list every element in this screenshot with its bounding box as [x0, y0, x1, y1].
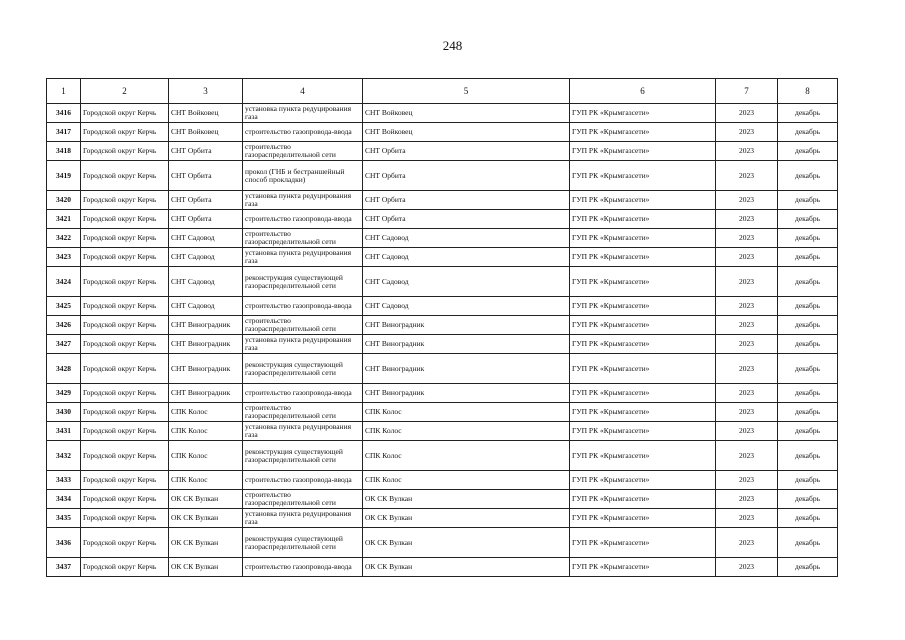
object-cell: СНТ Войковец: [363, 104, 570, 123]
year-cell: 2023: [716, 297, 778, 316]
year-cell: 2023: [716, 142, 778, 161]
year-cell: 2023: [716, 441, 778, 471]
work-type-cell: строительство газопровода-ввода: [243, 297, 363, 316]
settlement-cell: СПК Колос: [169, 403, 243, 422]
year-cell: 2023: [716, 335, 778, 354]
work-type-cell: установка пункта редуцирования газа: [243, 422, 363, 441]
row-number-cell: 3421: [47, 210, 81, 229]
table-row: [47, 490, 838, 509]
object-cell: СПК Колос: [363, 471, 570, 490]
row-number-cell: 3416: [47, 104, 81, 123]
month-cell: декабрь: [778, 490, 838, 509]
settlement-cell: ОК СК Вулкан: [169, 558, 243, 577]
month-cell: декабрь: [778, 123, 838, 142]
work-type-cell: строительство газораспределительной сети: [243, 490, 363, 509]
table-row: [47, 335, 838, 354]
organization-cell: ГУП РК «Крымгазсети»: [570, 403, 716, 422]
table-row: [47, 191, 838, 210]
settlement-cell: СНТ Войковец: [169, 123, 243, 142]
table-row: [47, 384, 838, 403]
month-cell: декабрь: [778, 229, 838, 248]
district-cell: Городской округ Керчь: [81, 316, 169, 335]
object-cell: СНТ Орбита: [363, 191, 570, 210]
district-cell: Городской округ Керчь: [81, 354, 169, 384]
district-cell: Городской округ Керчь: [81, 509, 169, 528]
settlement-cell: ОК СК Вулкан: [169, 509, 243, 528]
column-header: 1: [47, 79, 81, 104]
row-number-cell: 3432: [47, 441, 81, 471]
work-type-cell: реконструкция существующей газораспределительной сети: [243, 267, 363, 297]
year-cell: 2023: [716, 490, 778, 509]
row-number-cell: 3435: [47, 509, 81, 528]
organization-cell: ГУП РК «Крымгазсети»: [570, 142, 716, 161]
organization-cell: ГУП РК «Крымгазсети»: [570, 441, 716, 471]
year-cell: 2023: [716, 104, 778, 123]
organization-cell: ГУП РК «Крымгазсети»: [570, 191, 716, 210]
year-cell: 2023: [716, 229, 778, 248]
settlement-cell: СНТ Орбита: [169, 191, 243, 210]
year-cell: 2023: [716, 123, 778, 142]
month-cell: декабрь: [778, 267, 838, 297]
row-number-cell: 3420: [47, 191, 81, 210]
year-cell: 2023: [716, 267, 778, 297]
district-cell: Городской округ Керчь: [81, 335, 169, 354]
object-cell: СНТ Садовод: [363, 248, 570, 267]
month-cell: декабрь: [778, 422, 838, 441]
organization-cell: ГУП РК «Крымгазсети»: [570, 248, 716, 267]
work-type-cell: реконструкция существующей газораспределительной сети: [243, 528, 363, 558]
settlement-cell: СНТ Орбита: [169, 142, 243, 161]
month-cell: декабрь: [778, 471, 838, 490]
table-row: [47, 509, 838, 528]
object-cell: СНТ Виноградник: [363, 384, 570, 403]
organization-cell: ГУП РК «Крымгазсети»: [570, 384, 716, 403]
table-row: [47, 248, 838, 267]
year-cell: 2023: [716, 316, 778, 335]
district-cell: Городской округ Керчь: [81, 558, 169, 577]
organization-cell: ГУП РК «Крымгазсети»: [570, 528, 716, 558]
organization-cell: ГУП РК «Крымгазсети»: [570, 509, 716, 528]
district-cell: Городской округ Керчь: [81, 297, 169, 316]
settlement-cell: СНТ Виноградник: [169, 316, 243, 335]
column-header: 8: [778, 79, 838, 104]
object-cell: СНТ Виноградник: [363, 316, 570, 335]
work-type-cell: строительство газораспределительной сети: [243, 229, 363, 248]
month-cell: декабрь: [778, 104, 838, 123]
work-type-cell: строительство газопровода-ввода: [243, 471, 363, 490]
object-cell: ОК СК Вулкан: [363, 558, 570, 577]
district-cell: Городской округ Керчь: [81, 384, 169, 403]
work-type-cell: установка пункта редуцирования газа: [243, 335, 363, 354]
table-row: [47, 316, 838, 335]
year-cell: 2023: [716, 248, 778, 267]
column-header: 5: [363, 79, 570, 104]
month-cell: декабрь: [778, 558, 838, 577]
table-row: [47, 123, 838, 142]
settlement-cell: СНТ Садовод: [169, 267, 243, 297]
object-cell: СНТ Орбита: [363, 161, 570, 191]
settlement-cell: ОК СК Вулкан: [169, 490, 243, 509]
column-header: 3: [169, 79, 243, 104]
object-cell: СПК Колос: [363, 422, 570, 441]
object-cell: ОК СК Вулкан: [363, 528, 570, 558]
organization-cell: ГУП РК «Крымгазсети»: [570, 297, 716, 316]
district-cell: Городской округ Керчь: [81, 142, 169, 161]
table-row: [47, 528, 838, 558]
object-cell: СПК Колос: [363, 403, 570, 422]
row-number-cell: 3419: [47, 161, 81, 191]
row-number-cell: 3418: [47, 142, 81, 161]
settlement-cell: ОК СК Вулкан: [169, 528, 243, 558]
year-cell: 2023: [716, 528, 778, 558]
work-type-cell: прокол (ГНБ и бестраншейный способ прокладки): [243, 161, 363, 191]
row-number-cell: 3427: [47, 335, 81, 354]
month-cell: декабрь: [778, 528, 838, 558]
settlement-cell: СНТ Садовод: [169, 297, 243, 316]
organization-cell: ГУП РК «Крымгазсети»: [570, 354, 716, 384]
work-type-cell: установка пункта редуцирования газа: [243, 509, 363, 528]
month-cell: декабрь: [778, 509, 838, 528]
settlement-cell: СНТ Виноградник: [169, 354, 243, 384]
table-row: [47, 422, 838, 441]
district-cell: Городской округ Керчь: [81, 123, 169, 142]
year-cell: 2023: [716, 403, 778, 422]
settlement-cell: СНТ Виноградник: [169, 335, 243, 354]
district-cell: Городской округ Керчь: [81, 422, 169, 441]
table-row: [47, 403, 838, 422]
row-number-cell: 3423: [47, 248, 81, 267]
month-cell: декабрь: [778, 441, 838, 471]
row-number-cell: 3426: [47, 316, 81, 335]
organization-cell: ГУП РК «Крымгазсети»: [570, 316, 716, 335]
month-cell: декабрь: [778, 191, 838, 210]
object-cell: ОК СК Вулкан: [363, 490, 570, 509]
settlement-cell: СПК Колос: [169, 422, 243, 441]
month-cell: декабрь: [778, 354, 838, 384]
row-number-cell: 3417: [47, 123, 81, 142]
organization-cell: ГУП РК «Крымгазсети»: [570, 161, 716, 191]
table-row: [47, 161, 838, 191]
object-cell: ОК СК Вулкан: [363, 509, 570, 528]
year-cell: 2023: [716, 210, 778, 229]
row-number-cell: 3434: [47, 490, 81, 509]
district-cell: Городской округ Керчь: [81, 490, 169, 509]
table-row: [47, 229, 838, 248]
object-cell: СНТ Виноградник: [363, 354, 570, 384]
table-row: [47, 354, 838, 384]
month-cell: декабрь: [778, 161, 838, 191]
year-cell: 2023: [716, 422, 778, 441]
object-cell: СНТ Виноградник: [363, 335, 570, 354]
settlement-cell: СНТ Садовод: [169, 229, 243, 248]
district-cell: Городской округ Керчь: [81, 528, 169, 558]
year-cell: 2023: [716, 558, 778, 577]
year-cell: 2023: [716, 509, 778, 528]
table-row: [47, 558, 838, 577]
work-type-cell: строительство газопровода-ввода: [243, 384, 363, 403]
table-row: [47, 104, 838, 123]
year-cell: 2023: [716, 354, 778, 384]
table-row: [47, 210, 838, 229]
column-header: 4: [243, 79, 363, 104]
row-number-cell: 3428: [47, 354, 81, 384]
object-cell: СНТ Садовод: [363, 229, 570, 248]
district-cell: Городской округ Керчь: [81, 471, 169, 490]
object-cell: СНТ Садовод: [363, 267, 570, 297]
settlement-cell: СНТ Садовод: [169, 248, 243, 267]
object-cell: СНТ Войковец: [363, 123, 570, 142]
year-cell: 2023: [716, 161, 778, 191]
district-cell: Городской округ Керчь: [81, 403, 169, 422]
district-cell: Городской округ Керчь: [81, 229, 169, 248]
object-cell: СНТ Садовод: [363, 297, 570, 316]
work-type-cell: строительство газораспределительной сети: [243, 142, 363, 161]
district-cell: Городской округ Керчь: [81, 104, 169, 123]
month-cell: декабрь: [778, 297, 838, 316]
work-type-cell: строительство газораспределительной сети: [243, 316, 363, 335]
work-type-cell: реконструкция существующей газораспределительной сети: [243, 441, 363, 471]
year-cell: 2023: [716, 191, 778, 210]
district-cell: Городской округ Керчь: [81, 161, 169, 191]
organization-cell: ГУП РК «Крымгазсети»: [570, 267, 716, 297]
district-cell: Городской округ Керчь: [81, 248, 169, 267]
row-number-cell: 3431: [47, 422, 81, 441]
work-type-cell: установка пункта редуцирования газа: [243, 248, 363, 267]
row-number-cell: 3436: [47, 528, 81, 558]
month-cell: декабрь: [778, 210, 838, 229]
settlement-cell: СНТ Войковец: [169, 104, 243, 123]
column-header: 6: [570, 79, 716, 104]
column-header: 7: [716, 79, 778, 104]
district-cell: Городской округ Керчь: [81, 441, 169, 471]
district-cell: Городской округ Керчь: [81, 191, 169, 210]
month-cell: декабрь: [778, 403, 838, 422]
month-cell: декабрь: [778, 316, 838, 335]
organization-cell: ГУП РК «Крымгазсети»: [570, 490, 716, 509]
object-cell: СПК Колос: [363, 441, 570, 471]
organization-cell: ГУП РК «Крымгазсети»: [570, 210, 716, 229]
organization-cell: ГУП РК «Крымгазсети»: [570, 558, 716, 577]
organization-cell: ГУП РК «Крымгазсети»: [570, 229, 716, 248]
object-cell: СНТ Орбита: [363, 142, 570, 161]
page-number: 248: [442, 38, 463, 53]
month-cell: декабрь: [778, 248, 838, 267]
row-number-cell: 3425: [47, 297, 81, 316]
row-number-cell: 3422: [47, 229, 81, 248]
organization-cell: ГУП РК «Крымгазсети»: [570, 471, 716, 490]
settlement-cell: СПК Колос: [169, 441, 243, 471]
table-row: [47, 142, 838, 161]
work-type-cell: строительство газопровода-ввода: [243, 210, 363, 229]
row-number-cell: 3433: [47, 471, 81, 490]
header-row: [47, 79, 838, 104]
table-row: [47, 471, 838, 490]
object-cell: СНТ Орбита: [363, 210, 570, 229]
year-cell: 2023: [716, 471, 778, 490]
settlement-cell: СНТ Орбита: [169, 210, 243, 229]
month-cell: декабрь: [778, 335, 838, 354]
month-cell: декабрь: [778, 142, 838, 161]
organization-cell: ГУП РК «Крымгазсети»: [570, 104, 716, 123]
settlement-cell: СНТ Виноградник: [169, 384, 243, 403]
work-type-cell: установка пункта редуцирования газа: [243, 191, 363, 210]
row-number-cell: 3437: [47, 558, 81, 577]
district-cell: Городской округ Керчь: [81, 210, 169, 229]
settlement-cell: СНТ Орбита: [169, 161, 243, 191]
work-type-cell: реконструкция существующей газораспределительной сети: [243, 354, 363, 384]
row-number-cell: 3424: [47, 267, 81, 297]
work-type-cell: строительство газораспределительной сети: [243, 403, 363, 422]
organization-cell: ГУП РК «Крымгазсети»: [570, 422, 716, 441]
registry-table: [46, 78, 838, 577]
table-body: [47, 104, 838, 577]
column-header: 2: [81, 79, 169, 104]
settlement-cell: СПК Колос: [169, 471, 243, 490]
table-row: [47, 441, 838, 471]
work-type-cell: строительство газопровода-ввода: [243, 123, 363, 142]
month-cell: декабрь: [778, 384, 838, 403]
table-row: [47, 267, 838, 297]
organization-cell: ГУП РК «Крымгазсети»: [570, 335, 716, 354]
district-cell: Городской округ Керчь: [81, 267, 169, 297]
row-number-cell: 3430: [47, 403, 81, 422]
organization-cell: ГУП РК «Крымгазсети»: [570, 123, 716, 142]
table-row: [47, 297, 838, 316]
year-cell: 2023: [716, 384, 778, 403]
work-type-cell: строительство газопровода-ввода: [243, 558, 363, 577]
work-type-cell: установка пункта редуцирования газа: [243, 104, 363, 123]
row-number-cell: 3429: [47, 384, 81, 403]
